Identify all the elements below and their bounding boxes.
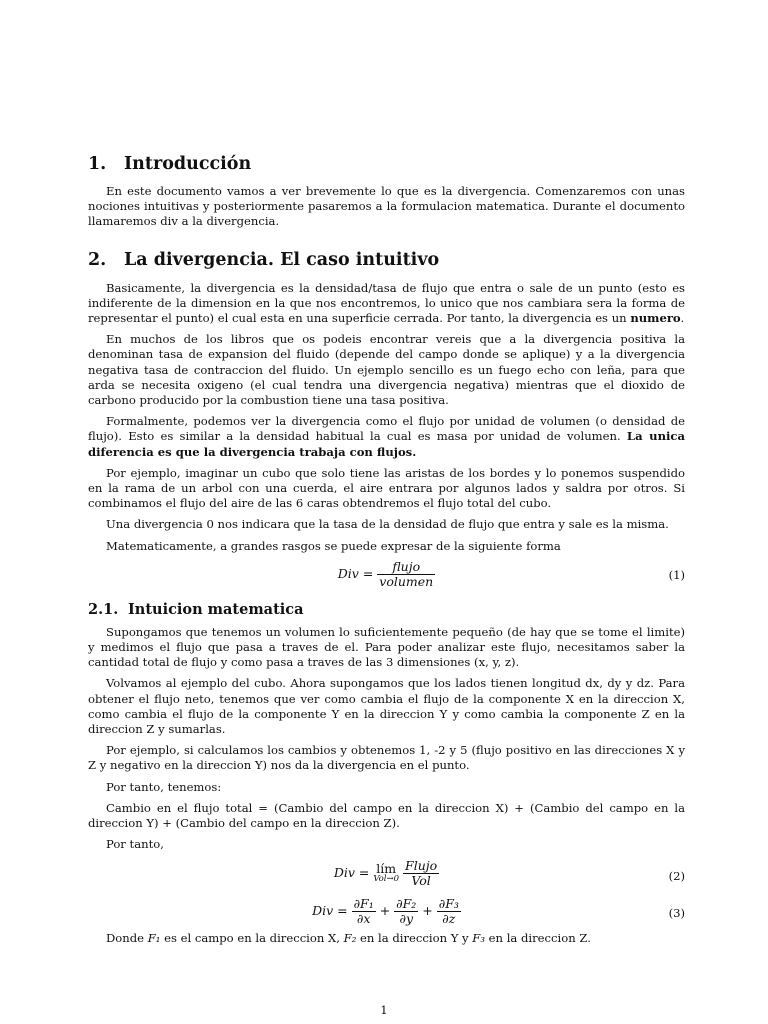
denominator: ∂y (399, 910, 414, 926)
section-number: 1. (88, 154, 107, 174)
equation-body: Div = $\frac{\text{flujo}}{\text{volumen}}$ (337, 558, 434, 589)
numerator: flujo (377, 560, 435, 575)
fraction (394, 897, 418, 926)
denominator: ∂z (442, 910, 456, 926)
text-run: Donde (106, 930, 148, 945)
equation-number: (1) (668, 567, 685, 582)
page-number: 1 (380, 1003, 388, 1017)
paragraph (88, 931, 685, 946)
fraction (352, 897, 376, 926)
paragraph (88, 281, 685, 327)
intro-paragraph: En este documento vamos a ver brevemente lo que es la divergencia. Comenzaremos con unas nociones intuitivas y posteriormente pasaremos a la formulacion matematica. Durante el documento llamaremos div a la divergencia. (88, 184, 685, 229)
subsection-title: Intuicion matematica (128, 600, 304, 618)
fraction (437, 897, 461, 926)
paragraph: Supongamos que tenemos un volumen lo suficientemente pequeño (de hay que se tome el limite) y medimos el flujo que pasa a traves de el. Para poder analizar este flujo, necesitamos saber la cantidad total de flujo y como pasa a traves de las 3 dimensiones (x, y, z). (88, 624, 685, 670)
paragraph: Por tanto, (106, 837, 164, 852)
equation-lhs: Div (312, 902, 334, 918)
section-number: 2. (88, 249, 107, 270)
limit-operator (373, 862, 399, 884)
text-run: en la direccion Z. (485, 930, 591, 945)
text-run: . (680, 311, 685, 326)
paragraph: Matematicamente, a grandes rasgos se puede expresar de la siguiente forma (106, 538, 561, 553)
denominator: Vol (411, 872, 431, 888)
denominator: ∂x (356, 910, 371, 926)
math-symbol: F₁ (147, 930, 161, 945)
paragraph: Volvamos al ejemplo del cubo. Ahora supongamos que los lados tienen longitud dx, dy y dz. Para obtener el flujo neto, tenemos que ver como cambia el flujo de la componente X en la direccion X, como cambia el flujo de la componente Y en la direccion Y y como cambia la componente Z en la direccion Z y sumarlas. (88, 676, 685, 737)
fraction (377, 560, 435, 589)
text-run: es el campo en la direccion X, (160, 930, 344, 945)
limit-label: lím (376, 861, 397, 876)
equation-number: (3) (668, 905, 685, 920)
equation-1 (88, 560, 685, 590)
numerator: ∂F₂ (396, 895, 417, 911)
document-page (88, 150, 685, 946)
section-heading-2 (88, 248, 685, 272)
subsection-number: 2.1. (88, 600, 119, 618)
paragraph: Una divergencia 0 nos indicara que la tasa de la densidad de flujo que entra y sale es la misma. (106, 517, 669, 532)
subsection-heading (88, 600, 685, 620)
paragraph: Cambio en el flujo total = (Cambio del campo en la direccion X) + (Cambio del campo en la direccion Y) + (Cambio del campo en la direccion Z). (88, 800, 685, 831)
equation-lhs: Div (337, 565, 359, 581)
equation-lhs: Div (333, 864, 355, 880)
paragraph: Por ejemplo, si calculamos los cambios y obtenemos 1, -2 y 5 (flujo positivo en las direcciones X y Z y negativo en la direccion Y) nos da la divergencia en el punto. (88, 743, 685, 773)
paragraph: Por tanto, tenemos: (106, 779, 222, 794)
equation-2 (88, 859, 685, 895)
math-symbol: F₃ (472, 930, 485, 945)
math-symbol: F₂ (343, 930, 357, 945)
numerator: ∂F₃ (438, 895, 459, 911)
equation-body: Div = $\frac{\text{∂F₁}}{\partial x}$ + $\frac{\text{∂F₂}}{\partial y}$ + $\frac{\text{∂F₃}}{\partial z}$ (312, 895, 459, 926)
numerator: Flujo (405, 857, 438, 873)
fraction (403, 859, 439, 888)
paragraph (88, 414, 685, 460)
paragraph: En muchos de los libros que os podeis encontrar vereis que a la divergencia positiva la denominan tasa de expansion del fluido (depende del campo donde se aplique) y a la divergencia negativa tasa de contraccion del fluido. Un ejemplo sencillo es un fuego echo con leña, para que arda se necesita oxigeno (el cual tendra una divergencia negativa) mientras que el dioxido de carbono producido por la combustion tiene una tasa positiva. (88, 332, 685, 408)
bold-term: numero (630, 311, 681, 326)
text-run: Formalmente, podemos ver la divergencia como el flujo por unidad de volumen (o densidad de flujo). Esto es similar a la densidad habitual la cual es masa por unidad de volumen. (88, 414, 685, 444)
paragraph: Por ejemplo, imaginar un cubo que solo tiene las aristas de los bordes y lo ponemos suspendido en la rama de un arbol con una cuerda, el aire entrara por algunos lados y saldra por otros. Si combinamos el flujo del aire de las 6 caras obtendremos el flujo total del cubo. (88, 465, 685, 511)
text-run: Basicamente, la divergencia es la densidad/tasa de flujo que entra o sale de un punto (esto es indiferente de la dimension en la que nos encontremos, lo unico que nos cambiara sera la forma de representar el punto) el cual esta en una superficie cerrada. Por tanto, la divergencia es un (88, 280, 685, 326)
equation-number: (2) (668, 868, 685, 883)
section-title: La divergencia. El caso intuitivo (124, 249, 440, 270)
equation-body: Div = lím Vol→0 $\frac{\text{Flujo}}{\text{Vol}}$ (333, 857, 438, 888)
section-title: Introducción (124, 154, 252, 174)
limit-subscript: Vol→0 (373, 874, 400, 884)
bold-statement: La unica diferencia es que la divergencia trabaja con flujos. (88, 429, 685, 459)
denominator: volumen (379, 573, 434, 589)
numerator: ∂F₁ (353, 895, 374, 911)
section-heading-1 (88, 152, 685, 176)
equation-3 (88, 897, 685, 931)
text-run: en la direccion Y y (356, 930, 473, 945)
